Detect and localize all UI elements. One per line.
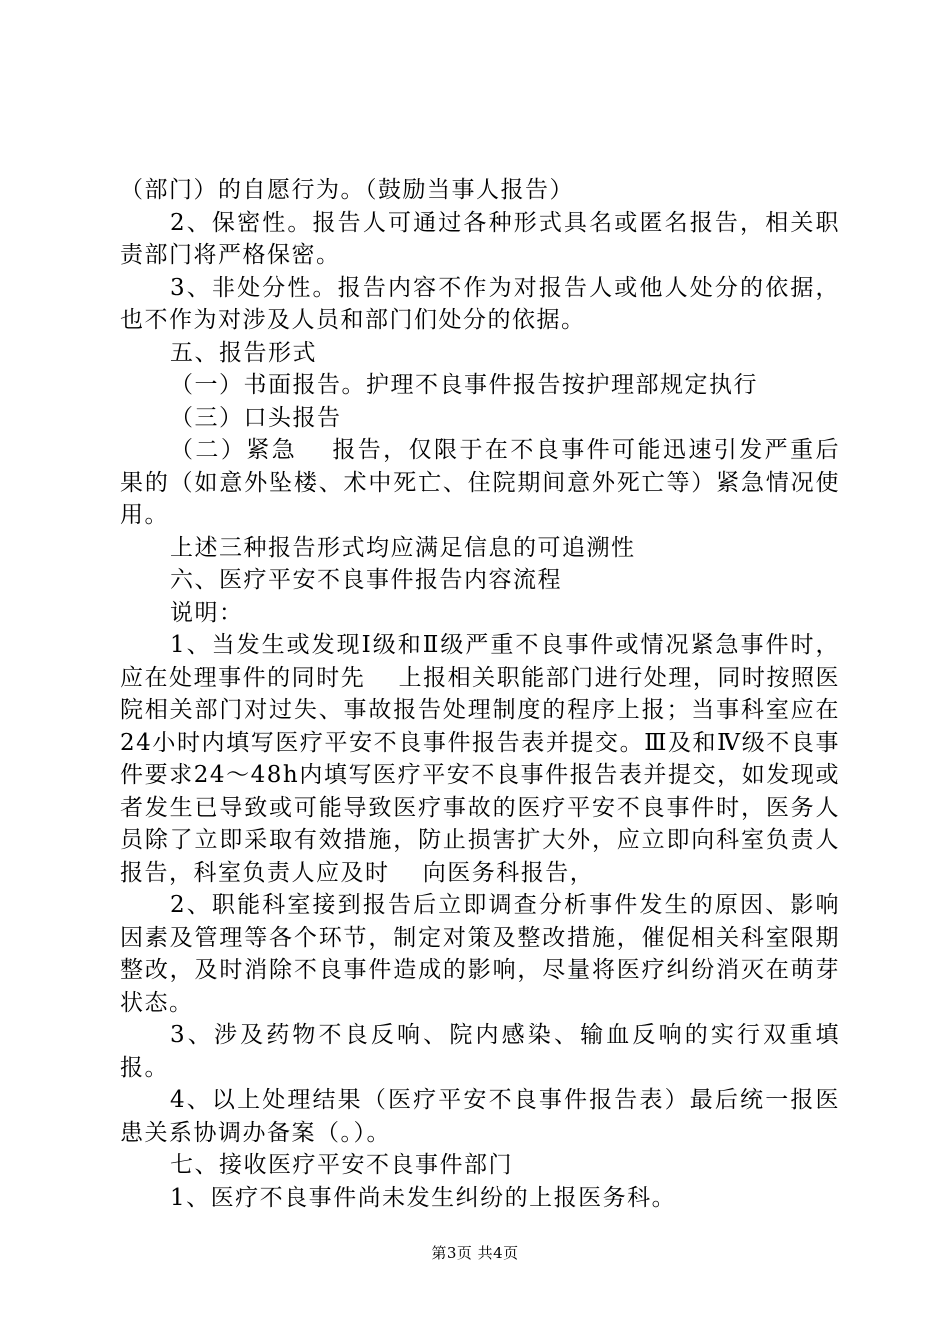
paragraph-13: 3、涉及药物不良反响、院内感染、输血反响的实行双重填报。 [120,1022,840,1081]
paragraph-5: （一）书面报告。护理不良事件报告按护理部规定执行 [170,372,758,398]
paragraph-16: 1、医疗不良事件尚未发生纠纷的上报医务科。 [170,1184,677,1211]
paragraph-14: 4、以上处理结果（医疗平安不良事件报告表）最后统一报医患关系协调办备案（。）。 [120,1087,840,1146]
paragraph-12: 2、职能科室接到报告后立即调查分析事件发生的原因、影响因素及管理等各个环节，制定对策及整改措施，催促相关科室限期整改，及时消除不良事件造成的影响，尽量将医疗纠纷消灭在萌芽状态。 [120,892,840,1016]
paragraph-7: （二）紧急 报告，仅限于在不良事件可能迅速引发严重后果的（如意外坠楼、术中死亡、住院期间意外死亡等）紧急情况使用。 [120,437,840,528]
document-body [120,174,840,1214]
section-heading-6: 六、医疗平安不良事件报告内容流程 [170,567,562,593]
paragraph-8: 上述三种报告形式均应满足信息的可追溯性 [170,534,636,561]
paragraph-3: 3、非处分性。报告内容不作为对报告人或他人处分的依据，也不作为对涉及人员和部门们处分的依据。 [120,274,840,333]
paragraph-10: 说明： [170,599,244,626]
page-footer: 第3页 共4页 [431,1244,519,1262]
paragraph-11: 1、当发生或发现Ⅰ级和Ⅱ级严重不良事件或情况紧急事件时，应在处理事件的同时先 上报相关职能部门进行处理，同时按照医院相关部门对过失、事故报告处理制度的程序上报；当事科室应在24小时内填写医疗平安不良事件报告表并提交。Ⅲ及和Ⅳ级不良事件要求24～48h内填写医疗平安不良事件报告表并提交，如发现或者发生已导致或可能导致医疗事故的医疗平安不良事件时，医务人员除了立即采取有效措施，防止损害扩大外，应立即向科室负责人报告，科室负责人应及时 向医务科报告， [120,632,840,886]
section-heading-5: 五、报告形式 [170,339,317,366]
paragraph-2: 2、保密性。报告人可通过各种形式具名或匿名报告，相关职责部门将严格保密。 [120,209,840,268]
section-heading-7: 七、接收医疗平安不良事件部门 [170,1152,513,1178]
paragraph-1: （部门）的自愿行为。（鼓励当事人报告） [120,177,574,203]
paragraph-6: （三）口头报告 [170,404,342,431]
